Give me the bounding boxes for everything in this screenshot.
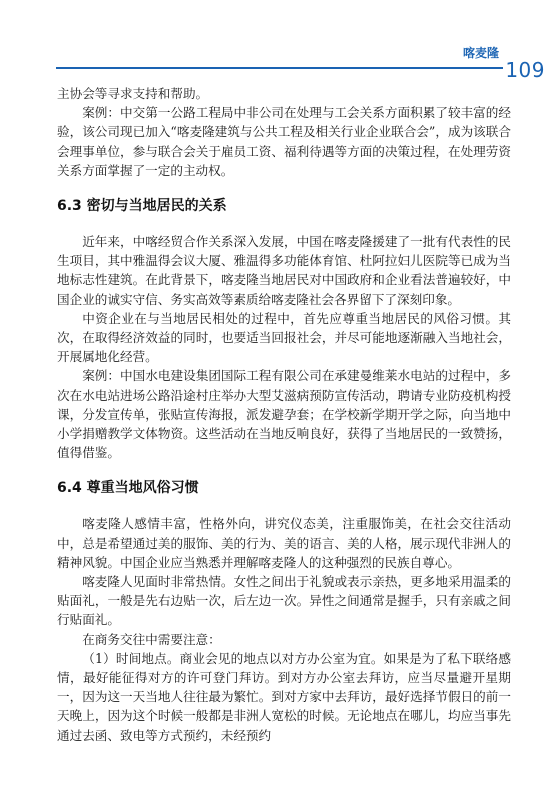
paragraph-case-example: 案例：中国水电建设集团国际工程有限公司在承建曼维莱水电站的过程中，多次在水电站进场公路沿途村庄举办大型艾滋病预防宣传活动，聘请专业防疫机构授课，分发宣传单，张贴宣传海报，派发避孕套；在学校新学期开学之际，向当地中小学捐赠教学文体物资。这些活动在当地反响良好，获得了当地居民的一致赞扬，值得借鉴。: [57, 368, 511, 461]
paragraph: 中资企业在与当地居民相处的过程中，首先应尊重当地居民的风俗习惯。其次，在取得经济效益的同时，也要适当回报社会，并尽可能地逐渐融入当地社会，开展属地化经营。: [57, 310, 511, 365]
page-number: 109: [505, 58, 545, 82]
running-header-title: 喀麦隆: [462, 46, 499, 60]
paragraph-case-example: 案例：中交第一公路工程局中非公司在处理与工会关系方面积累了较丰富的经验，该公司现已加入“喀麦隆建筑与公共工程及相关行业企业联合会”，成为该联合会理事单位，参与联合会关于雇员工资、福利待遇等方面的决策过程，在处理劳资关系方面掌握了一定的主动权。: [57, 105, 511, 178]
paragraph-list-item: （1）时间地点。商业会见的地点以对方办公室为宜。如果是为了私下联络感情，最好能征得对方的许可登门拜访。到对方办公室去拜访，应当尽量避开星期一，因为这一天当地人往往最为繁忙。到对方家中去拜访，最好选择节假日的前一天晚上，因为这个时候一般都是非洲人宽松的时候。无论地点在哪儿，均应当事先通过去函、致电等方式预约，未经预约: [57, 650, 511, 743]
page-body: [57, 84, 511, 745]
page-header: [0, 0, 559, 80]
section-heading-6-3: 6.3 密切与当地居民的关系: [57, 198, 227, 215]
header-rule: [56, 67, 503, 69]
section-heading-6-4: 6.4 尊重当地风俗习惯: [57, 480, 199, 497]
paragraph: 喀麦隆人感情丰富，性格外向，讲究仪态美，注重服饰美，在社会交往活动中，总是希望通过美的服饰、美的行为、美的语言、美的人格，展示现代非洲人的精神风貌。中国企业应当熟悉并理解喀麦隆人的这种强烈的民族自尊心。: [57, 516, 511, 570]
paragraph: 在商务交往中需要注意：: [82, 631, 221, 647]
paragraph: 近年来，中喀经贸合作关系深入发展，中国在喀麦隆援建了一批有代表性的民生项目，其中雅温得会议大厦、雅温得多功能体育馆、杜阿拉妇儿医院等已成为当地标志性建筑。在此背景下，喀麦隆当地居民对中国政府和企业看法普遍较好，中国企业的诚实守信、务实高效等素质给喀麦隆社会各界留下了深刻印象。: [57, 234, 511, 307]
paragraph: 喀麦隆人见面时非常热情。女性之间出于礼貌或表示亲热，更多地采用温柔的贴面礼，一般是先右边贴一次，后左边一次。异性之间通常是握手，只有亲戚之间行贴面礼。: [57, 574, 511, 628]
paragraph-continued: 主协会等寻求支持和帮助。: [57, 86, 209, 101]
